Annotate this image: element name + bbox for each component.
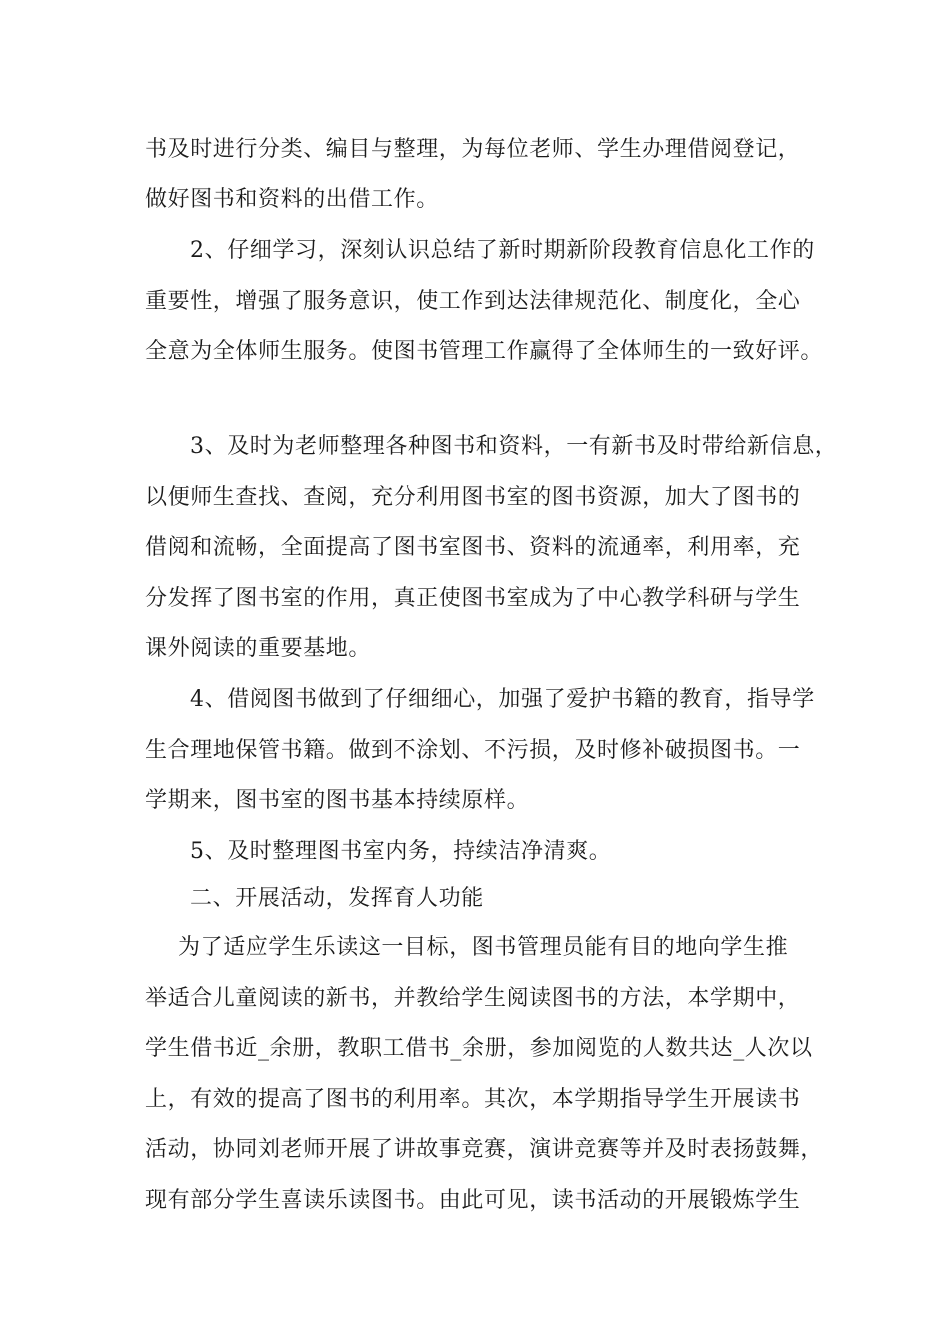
text-line: 课外阅读的重要基地。 [145, 636, 372, 661]
text-line: 做好图书和资料的出借工作。 [145, 187, 439, 212]
text-line: 重要性，增强了服务意识，使工作到达法律规范化、制度化，全心 [145, 289, 801, 314]
text-line: 现有部分学生喜读乐读图书。由此可见，读书活动的开展锻炼学生 [145, 1188, 801, 1213]
section-heading: 二、开展活动，发挥育人功能 [190, 886, 484, 911]
text-line: 活动，协同刘老师开展了讲故事竞赛，演讲竞赛等并及时表扬鼓舞， [145, 1137, 824, 1162]
text-line: 全意为全体师生服务。使图书管理工作赢得了全体师生的一致好评。 [145, 339, 824, 364]
paragraph-start-line: 为了适应学生乐读这一目标，图书管理员能有目的地向学生推 [178, 935, 789, 960]
text-line: 借阅和流畅，全面提高了图书室图书、资料的流通率，利用率，充 [145, 535, 801, 560]
text-line: 分发挥了图书室的作用，真正使图书室成为了中心教学科研与学生 [145, 586, 801, 611]
text-line: 书及时进行分类、编目与整理，为每位老师、学生办理借阅登记， [145, 137, 801, 162]
paragraph-start-line: 2、仔细学习，深刻认识总结了新时期新阶段教育信息化工作的 [190, 238, 815, 263]
paragraph-start-line: 5、及时整理图书室内务，持续洁净清爽。 [190, 839, 612, 864]
text-line: 以便师生查找、查阅，充分利用图书室的图书资源，加大了图书的 [145, 485, 801, 510]
text-line: 生合理地保管书籍。做到不涂划、不污损，及时修补破损图书。一 [145, 738, 801, 763]
text-line: 学期来，图书室的图书基本持续原样。 [145, 788, 530, 813]
paragraph-start-line: 4、借阅图书做到了仔细细心，加强了爱护书籍的教育，指导学 [190, 687, 815, 712]
paragraph-start-line: 3、及时为老师整理各种图书和资料，一有新书及时带给新信息， [190, 434, 838, 459]
text-line: 学生借书近_余册，教职工借书_余册，参加阅览的人数共达_人次以 [145, 1036, 813, 1061]
text-line: 上，有效的提高了图书的利用率。其次，本学期指导学生开展读书 [145, 1087, 801, 1112]
text-line: 举适合儿童阅读的新书，并教给学生阅读图书的方法，本学期中， [145, 986, 801, 1011]
